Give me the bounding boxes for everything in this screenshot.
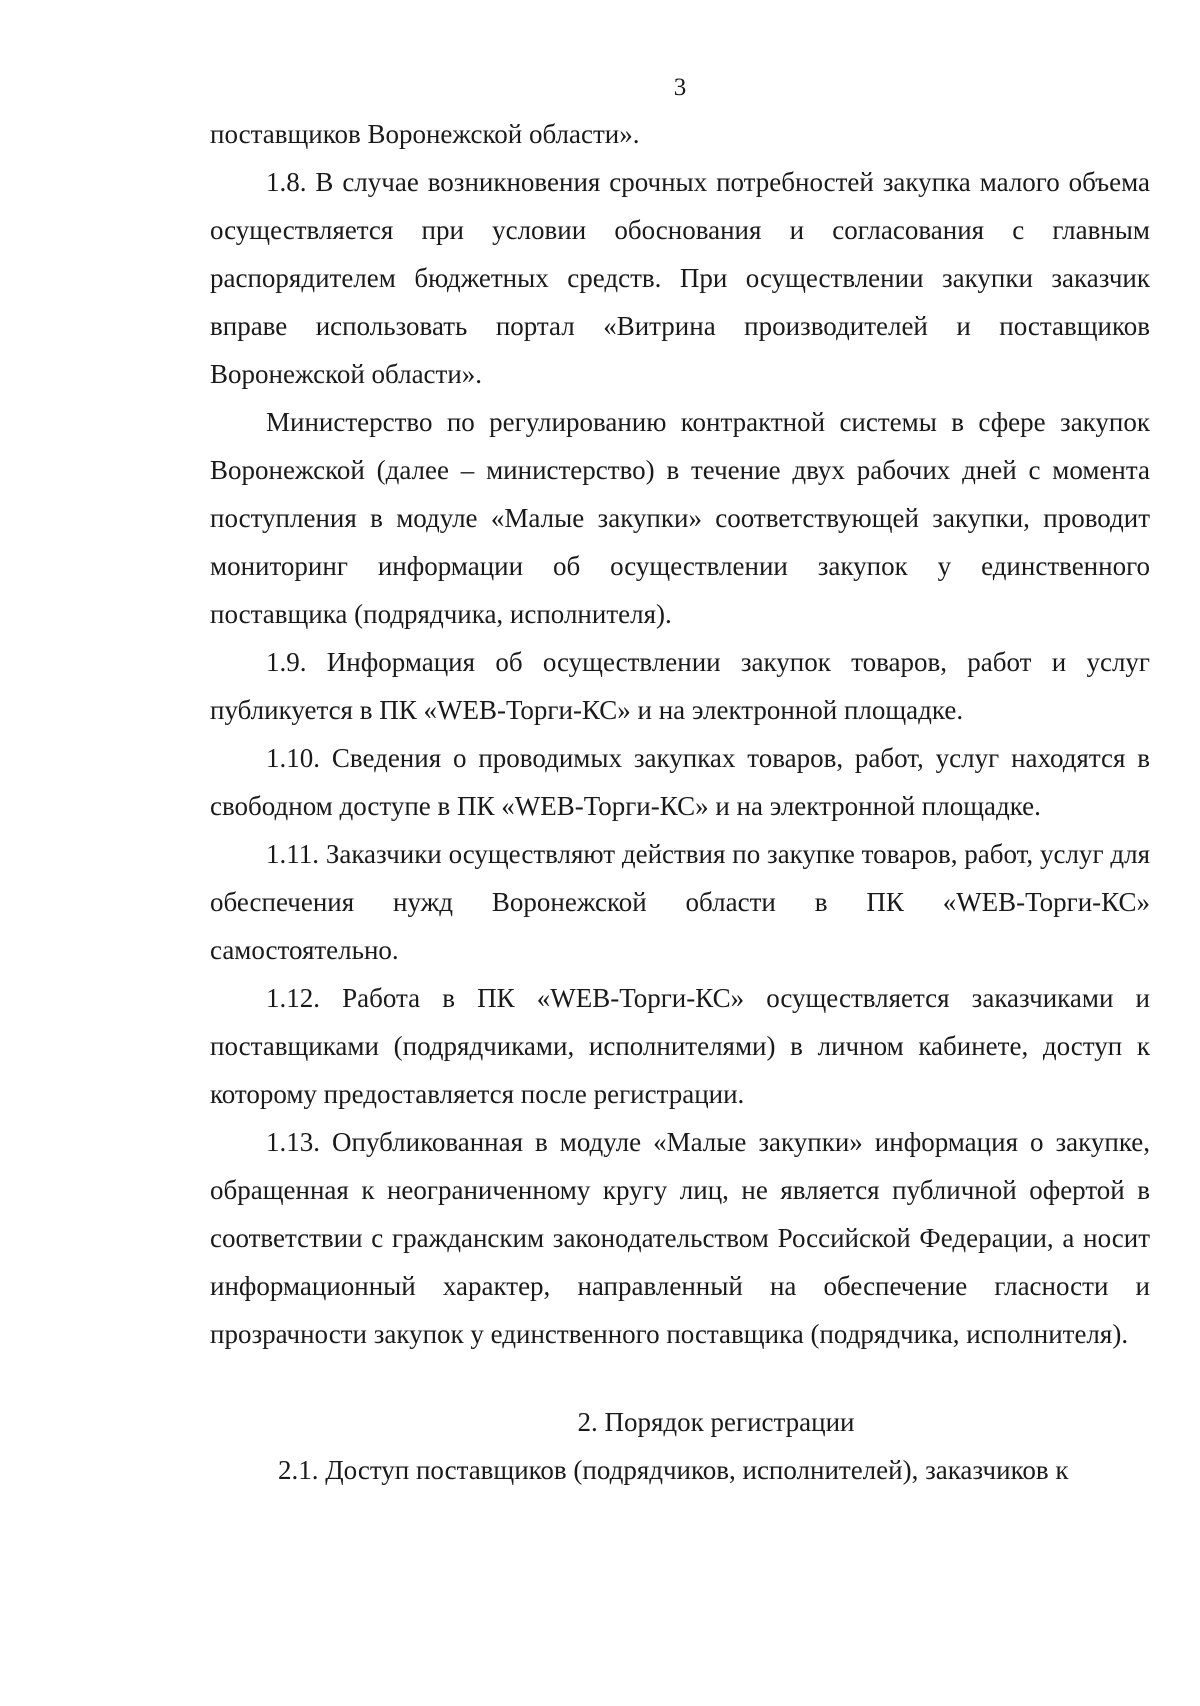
paragraph-ministry: Министерство по регулированию контрактной системы в сфере закупок Воронежской (далее – министерство) в течение двух рабочих дней с момента поступления в модуле «Малые закупки» соответствующей закупки, проводит мониторинг информации об осуществлении закупок у единственного поставщика (подрядчика, исполнителя).: [210, 407, 1150, 629]
paragraph-1-12: 1.12. Работа в ПК «WEB-Торги-КС» осуществляется заказчиками и поставщиками (подрядчиками, исполнителями) в личном кабинете, доступ к которому предоставляется после регистрации.: [210, 983, 1150, 1109]
paragraph-1-11: 1.11. Заказчики осуществляют действия по закупке товаров, работ, услуг для обеспечения нужд Воронежской области в ПК «WEB-Торги-КС» самостоятельно.: [210, 839, 1150, 965]
paragraph-1-13: 1.13. Опубликованная в модуле «Малые закупки» информация о закупке, обращенная к неограниченному кругу лиц, не является публичной офертой в соответствии с гражданским законодательством Российской Федерации, а носит информационный характер, направленный на обеспечение гласности и прозрачности закупок у единственного поставщика (подрядчика, исполнителя).: [210, 1127, 1150, 1349]
section-heading: 2. Порядок регистрации: [577, 1407, 855, 1437]
paragraph-1-10: 1.10. Сведения о проводимых закупках товаров, работ, услуг находятся в свободном доступе в ПК «WEB-Торги-КС» и на электронной площадке.: [210, 743, 1150, 821]
paragraph-1-9: 1.9. Информация об осуществлении закупок товаров, работ и услуг публикуется в ПК «WEB-Торги-КС» и на электронной площадке.: [210, 647, 1150, 725]
paragraph-continuation: поставщиков Воронежской области».: [210, 119, 640, 149]
page-number: 3: [673, 74, 687, 101]
paragraph-2-1: 2.1. Доступ поставщиков (подрядчиков, исполнителей), заказчиков к: [278, 1455, 1069, 1485]
paragraph-1-8: 1.8. В случае возникновения срочных потребностей закупка малого объема осуществляется при условии обоснования и согласования с главным распорядителем бюджетных средств. При осуществлении закупки заказчик вправе использовать портал «Витрина производителей и поставщиков Воронежской области».: [210, 167, 1150, 389]
document-body: [210, 110, 1150, 1494]
